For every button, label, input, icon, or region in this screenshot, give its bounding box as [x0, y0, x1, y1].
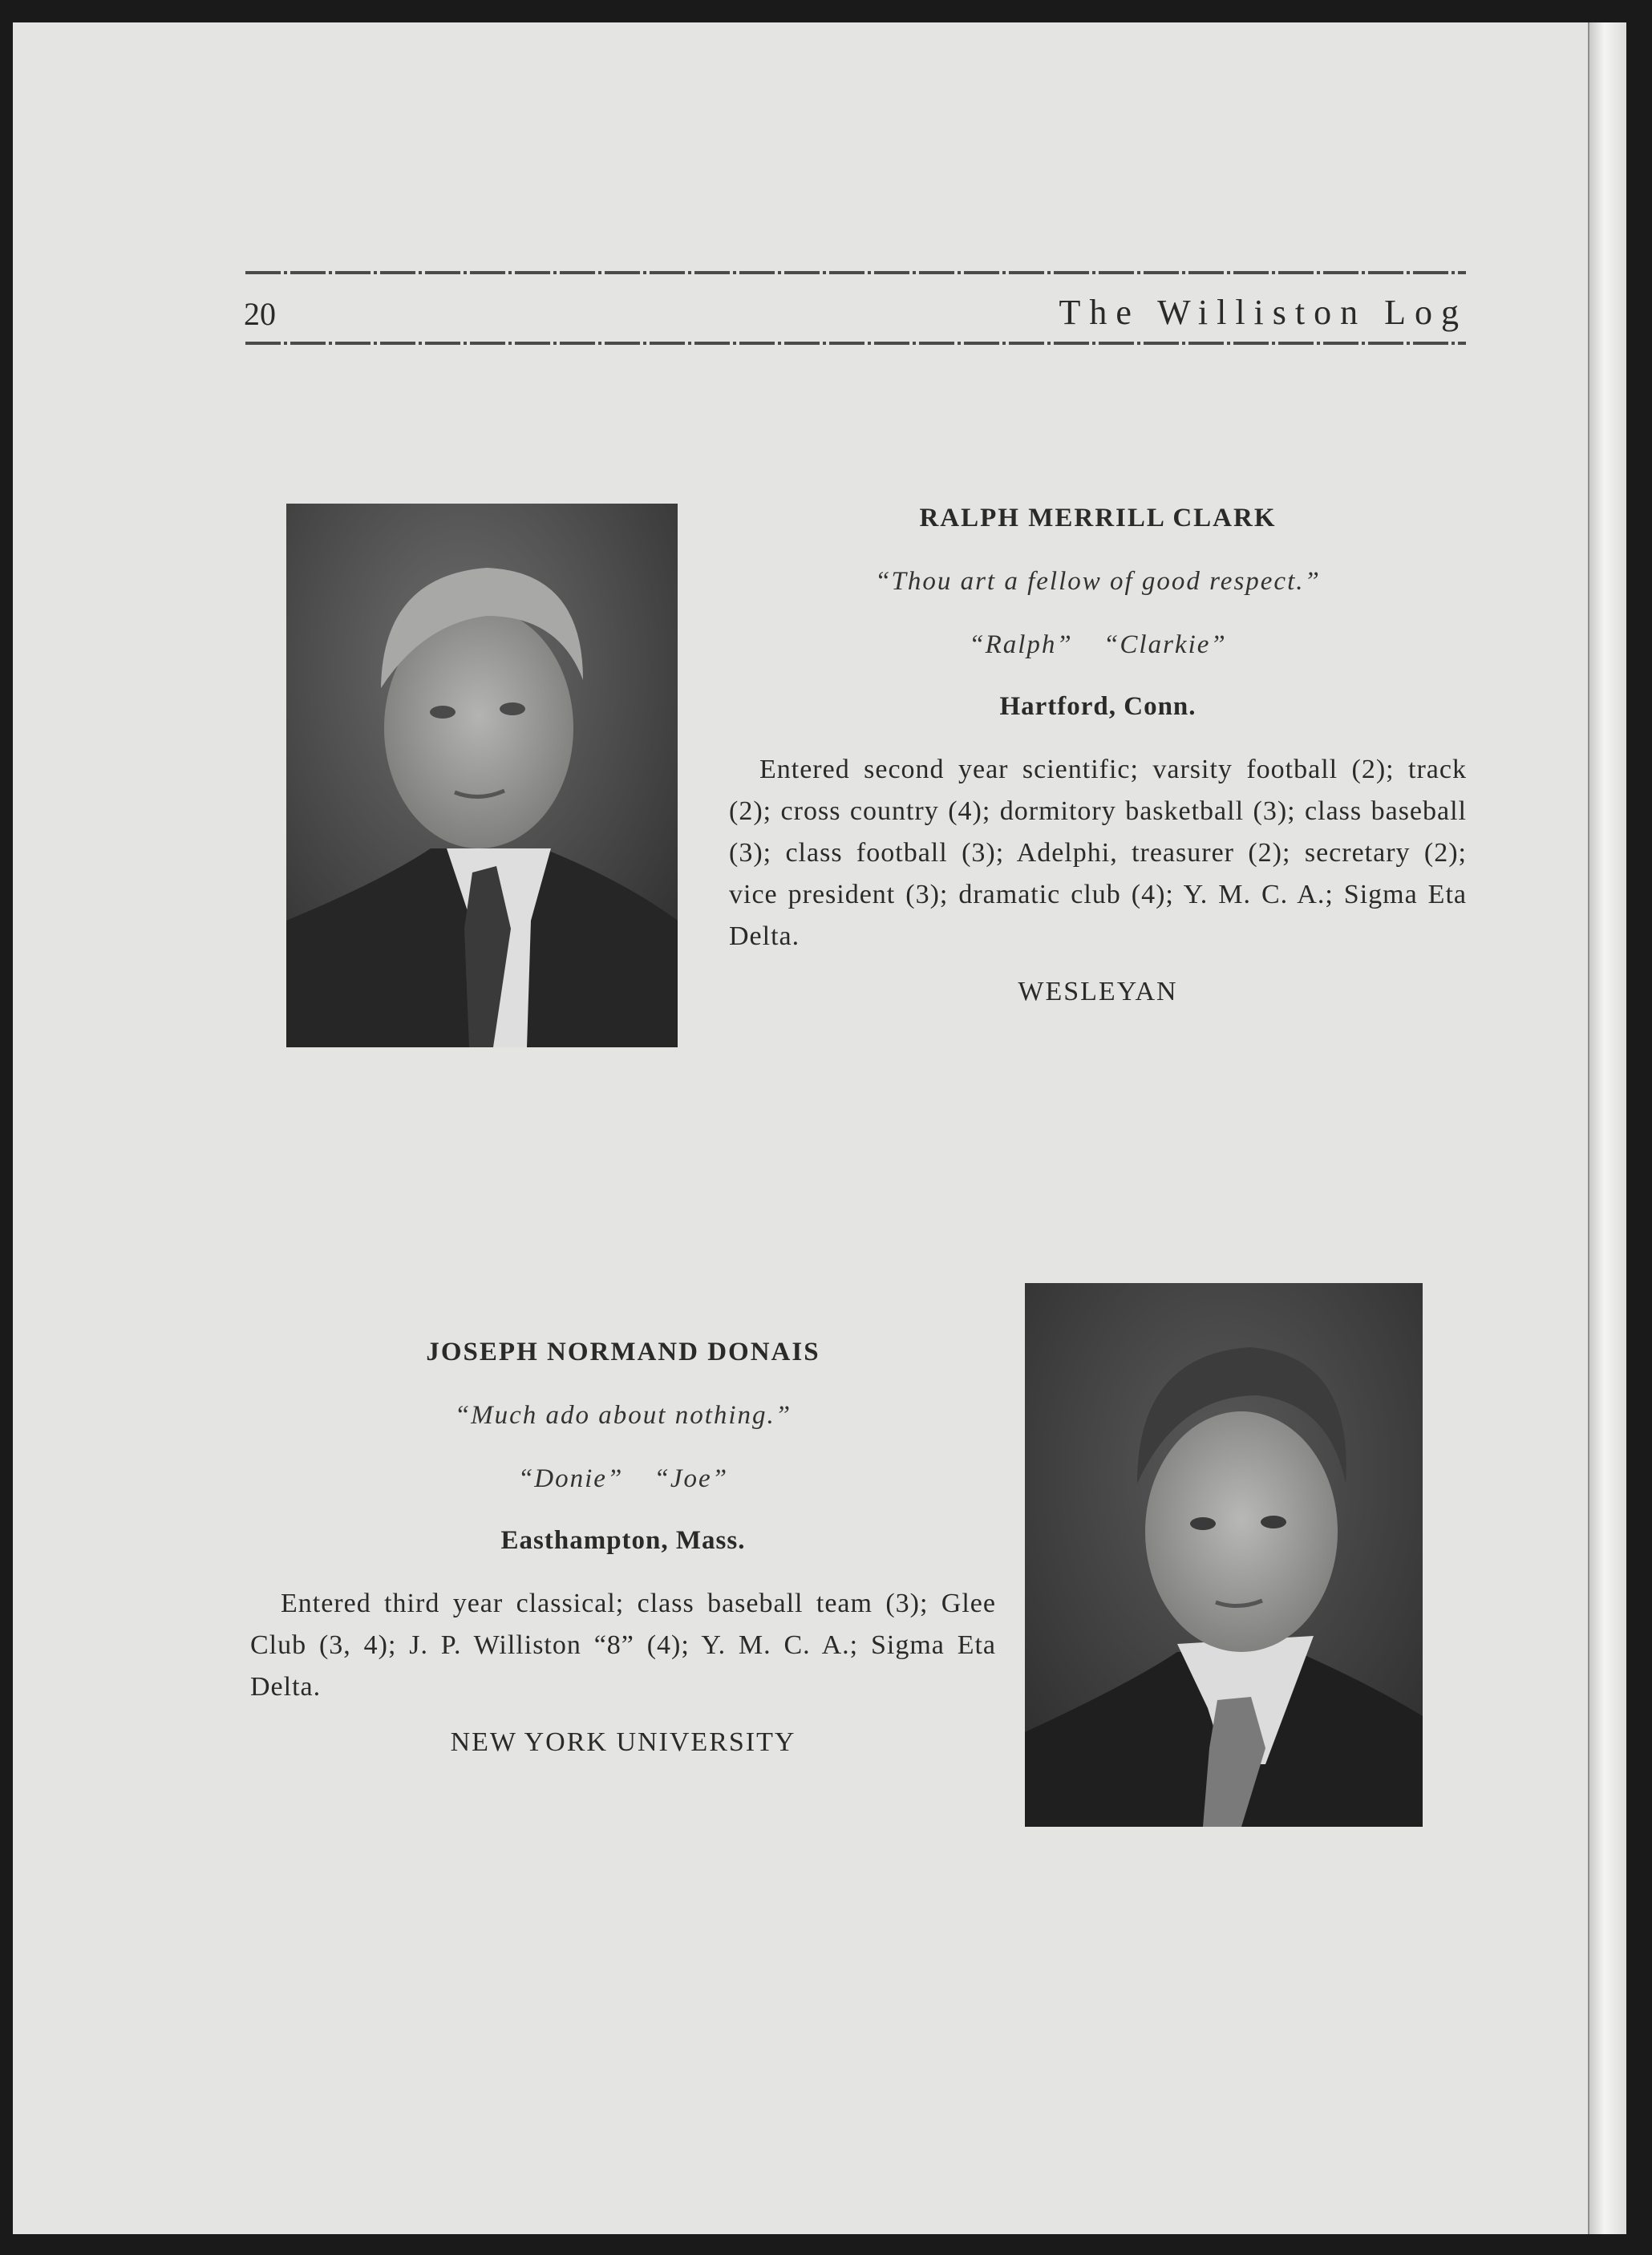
student-name: JOSEPH NORMAND DONAIS — [426, 1338, 820, 1366]
header-rule-top — [245, 269, 1466, 275]
page-number: 20 — [244, 296, 276, 332]
student-college: WESLEYAN — [1018, 977, 1178, 1006]
header-rule-bottom — [245, 340, 1466, 346]
nickname: “Joe” — [654, 1464, 729, 1493]
nickname: “Ralph” — [969, 630, 1073, 659]
yearbook-page — [13, 22, 1626, 2234]
student-hometown: Hartford, Conn. — [999, 692, 1196, 721]
student-hometown: Easthampton, Mass. — [500, 1526, 746, 1555]
student-quote: “Thou art a fellow of good respect.” — [875, 567, 1321, 596]
student-college: NEW YORK UNIVERSITY — [450, 1727, 796, 1757]
student-record: Entered second year scientific; varsity football (2); track (2); cross country (4); dormitory basketball (3); class baseball (3); class football (3); Adelphi, treasurer (2); secretary (2); vice president (3); dramatic club (4); Y. M. C. A.; Sigma Eta Delta. — [729, 755, 1467, 951]
page-edge — [1588, 22, 1626, 2234]
portrait-photo — [1025, 1283, 1423, 1827]
nickname: “Donie” — [517, 1464, 624, 1493]
student-nicknames — [250, 1464, 996, 1494]
nickname: “Clarkie” — [1103, 630, 1227, 659]
student-entry — [250, 1338, 996, 1758]
portrait-photo — [286, 504, 678, 1047]
student-name: RALPH MERRILL CLARK — [919, 504, 1277, 532]
student-entry — [729, 504, 1467, 1007]
student-quote: “Much ado about nothing.” — [454, 1401, 792, 1430]
student-nicknames — [729, 630, 1467, 660]
running-title: The Williston Log — [1059, 293, 1468, 332]
student-record: Entered third year classical; class baseball team (3); Glee Club (3, 4); J. P. Williston “8” (4); Y. M. C. A.; Sigma Eta Delta. — [250, 1589, 996, 1702]
